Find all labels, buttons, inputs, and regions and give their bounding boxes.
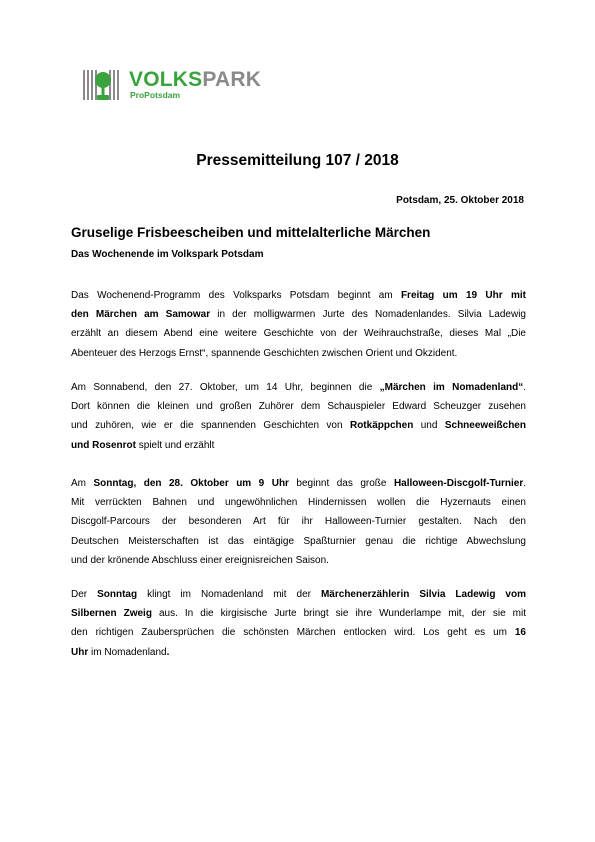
logo-wordmark <box>129 68 261 92</box>
logo-wordmark-volks: VOLKS <box>129 68 203 91</box>
paragraph-saturday <box>71 378 526 455</box>
text-line: erzählt an diesem Abend eine weitere Geschichte von der Weihrauchstraße, dieses Mal „Die <box>71 328 526 340</box>
paragraph-friday <box>71 286 526 363</box>
text-line: den richtigen Zaubersprüchen die schönsten Märchen entlocken wird. Los geht es um 16 <box>71 627 526 639</box>
text-line: Das Wochenend-Programm des Volksparks Potsdam beginnt am Freitag um 19 Uhr mit <box>71 290 526 301</box>
headline: Gruselige Frisbeescheiben und mittelalterliche Märchen <box>71 225 431 240</box>
text-line: Silbernen Zweig aus. In die kirgisische Jurte bringt sie ihre Wunderlampe mit, der sie mit <box>71 608 526 620</box>
volkspark-logo <box>83 68 262 108</box>
text-line: Uhr im Nomadenland. <box>71 646 170 658</box>
text-line: und zuhören, wie er die spannenden Geschichten von Rotkäppchen und Schneeweißchen <box>71 420 526 432</box>
text-line: und Rosenrot spielt und erzählt <box>71 439 215 451</box>
logo-subtitle: ProPotsdam <box>130 90 181 100</box>
text-line: Abenteuer des Herzogs Ernst“, spannende Geschichten zwischen Orient und Okzident. <box>71 347 458 359</box>
text-line: Der Sonntag klingt im Nomadenland mit der Märchenerzählerin Silvia Ladewig vom <box>71 589 526 600</box>
text-line: den Märchen am Samowar in der molligwarmen Jurte des Nomadenlandes. Silvia Ladewig <box>71 309 526 321</box>
place-date: Potsdam, 25. Oktober 2018 <box>396 195 524 206</box>
text-line: Discgolf-Parcours der besonderen Art für ihr Halloween-Turnier gestalten. Nach den <box>71 516 526 528</box>
paragraph-sunday-discgolf <box>71 474 526 570</box>
logo-wordmark-park: PARK <box>202 68 262 91</box>
text-line: Deutschen Meisterschaften ist das eintägige Spaßturnier genau die richtige Abwechslung <box>71 535 526 547</box>
text-line: Mit verrückten Bahnen und ungewöhnlichen Hindernissen wollen die Hyzernauts einen <box>71 497 526 509</box>
text-line: Am Sonnabend, den 27. Oktober, um 14 Uhr, beginnen die „Märchen im Nomadenland“. <box>71 382 527 393</box>
paragraph-sunday-storytelling <box>71 585 526 662</box>
subheadline: Das Wochenende im Volkspark Potsdam <box>71 249 264 260</box>
text-line: und der krönende Abschluss einer ereignisreichen Saison. <box>71 554 329 566</box>
document-title: Pressemitteilung 107 / 2018 <box>196 152 399 169</box>
text-line: Dort können die kleinen und großen Zuhörer dem Schauspieler Edward Scheuzger zusehen <box>71 401 526 413</box>
volkspark-tree-icon <box>83 68 123 104</box>
text-line: Am Sonntag, den 28. Oktober um 9 Uhr beginnt das große Halloween-Discgolf-Turnier. <box>71 478 526 489</box>
